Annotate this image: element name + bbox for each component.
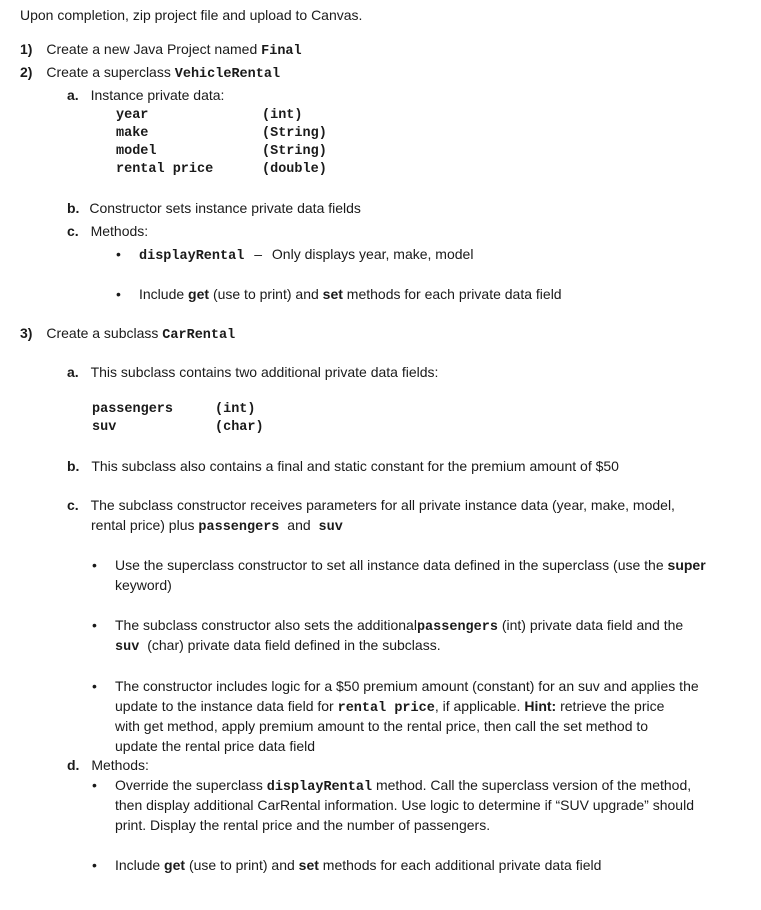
passengers-code: passengers [416, 620, 498, 635]
text: retrieve the price [560, 698, 665, 714]
text: update to the instance data field for [115, 698, 334, 714]
step-2b [67, 199, 361, 217]
step-2 [20, 63, 280, 84]
step-3-code: CarRental [162, 328, 236, 343]
step-3a-text: This subclass contains two additional private data fields: [90, 364, 439, 380]
display-rental-desc: Only displays year, make, model [271, 246, 474, 262]
bullet-3c-1: • [92, 557, 97, 573]
field-name-model: model [116, 144, 157, 159]
step-3d-bullet-1-line-3: print. Display the rental price and the number of passengers. [115, 817, 491, 833]
step-2c-label: c. [67, 223, 79, 239]
subfield-type-suv: (char) [215, 420, 264, 435]
step-3b-text: This subclass also contains a final and static constant for the premium amount of $50 [91, 458, 619, 474]
rental-price-code: rental price [337, 701, 435, 716]
field-type-rental-price: (double) [262, 162, 327, 177]
step-3c [67, 496, 675, 514]
step-3c-bullet-3-line-2 [115, 697, 664, 718]
suv-code: suv [115, 640, 140, 655]
field-type-model: (String) [262, 144, 327, 159]
bullet-3d-2: • [92, 857, 97, 873]
field-name-make: make [116, 126, 149, 141]
text: methods for each private data field [346, 286, 562, 302]
display-rental-code: displayRental [139, 249, 245, 264]
step-3d-bullet-2 [115, 856, 601, 874]
step-3d [67, 756, 149, 774]
step-3a-label: a. [67, 364, 79, 380]
step-2a [67, 86, 224, 104]
hint-label: Hint: [524, 698, 557, 714]
step-3c-bullet-1-line-2: keyword) [115, 577, 172, 593]
step-3d-text: Methods: [91, 757, 149, 773]
step-2c-bullet-1 [139, 245, 473, 266]
step-1-number: 1) [20, 41, 33, 57]
text: methods for each additional private data field [322, 857, 602, 873]
step-3c-label: c. [67, 497, 79, 513]
set-keyword: set [322, 286, 343, 302]
text: Override the superclass [115, 777, 263, 793]
step-3c-line-1: The subclass constructor receives parameters for all private instance data (year, make, model, [90, 497, 675, 513]
step-1 [20, 40, 302, 61]
display-rental-code: displayRental [266, 780, 373, 795]
step-2b-label: b. [67, 200, 80, 216]
text: (use to print) and [188, 857, 295, 873]
subfield-name-passengers: passengers [92, 402, 174, 417]
set-keyword: set [298, 857, 319, 873]
step-3c-bullet-1-line-1 [115, 556, 706, 574]
step-3d-bullet-1-line-2: then display additional CarRental information. Use logic to determine if “SUV upgrade” should [115, 797, 694, 813]
step-2c-text: Methods: [90, 223, 149, 239]
step-3d-bullet-1-line-1 [115, 776, 691, 797]
dash: – [254, 246, 263, 262]
step-3c-line-2 [91, 516, 343, 537]
text: Include [139, 286, 185, 302]
step-3c-bullet-2-line-2 [115, 636, 441, 657]
text: (use to print) and [212, 286, 319, 302]
get-keyword: get [188, 286, 210, 302]
text: Include [115, 857, 161, 873]
bullet-2c-2: • [116, 286, 121, 302]
text: The subclass constructor also sets the additional [115, 617, 417, 633]
get-keyword: get [164, 857, 186, 873]
field-type-make: (String) [262, 126, 327, 141]
text: (char) private data field defined in the subclass. [147, 637, 441, 653]
text: rental price) plus [91, 517, 195, 533]
step-2-number: 2) [20, 64, 33, 80]
step-1-text: Create a new Java Project named [46, 41, 258, 57]
step-2-code: VehicleRental [174, 67, 281, 82]
text: method. Call the superclass version of the method, [375, 777, 692, 793]
intro-text: Upon completion, zip project file and upload to Canvas. [20, 7, 363, 23]
step-3b-label: b. [67, 458, 80, 474]
step-3-text: Create a subclass [46, 325, 159, 341]
step-1-code: Final [261, 44, 302, 59]
step-3c-bullet-2-line-1 [115, 616, 683, 637]
step-3a [67, 363, 438, 381]
field-name-year: year [116, 108, 149, 123]
field-type-year: (int) [262, 108, 303, 123]
step-2a-label: a. [67, 87, 79, 103]
step-2b-text: Constructor sets instance private data fields [89, 200, 361, 216]
bullet-3c-3: • [92, 678, 97, 694]
step-2c [67, 222, 148, 240]
text: (int) private data field and the [501, 617, 684, 633]
text: , if applicable. [434, 698, 521, 714]
subfield-name-suv: suv [92, 420, 117, 435]
passengers-code: passengers [198, 520, 280, 535]
step-2a-text: Instance private data: [90, 87, 225, 103]
step-3c-bullet-3-line-1: The constructor includes logic for a $50 premium amount (constant) for an suv and applies the [115, 678, 699, 694]
subfield-type-passengers: (int) [215, 402, 256, 417]
step-3d-label: d. [67, 757, 80, 773]
bullet-3d-1: • [92, 777, 97, 793]
super-keyword: super [667, 557, 706, 573]
step-3b [67, 457, 619, 475]
step-3 [20, 324, 235, 345]
suv-code: suv [318, 520, 343, 535]
bullet-3c-2: • [92, 617, 97, 633]
bullet-2c-1: • [116, 246, 121, 262]
step-2-text: Create a superclass [46, 64, 171, 80]
text: Use the superclass constructor to set all instance data defined in the superclass (use the [115, 557, 664, 573]
step-2c-bullet-2 [139, 285, 562, 303]
step-3c-bullet-3-line-3: with get method, apply premium amount to the rental price, then call the set method to [115, 718, 649, 734]
text: and [287, 517, 311, 533]
field-name-rental-price: rental price [116, 162, 214, 177]
step-3-number: 3) [20, 325, 33, 341]
step-3c-bullet-3-line-4: update the rental price data field [115, 738, 316, 754]
